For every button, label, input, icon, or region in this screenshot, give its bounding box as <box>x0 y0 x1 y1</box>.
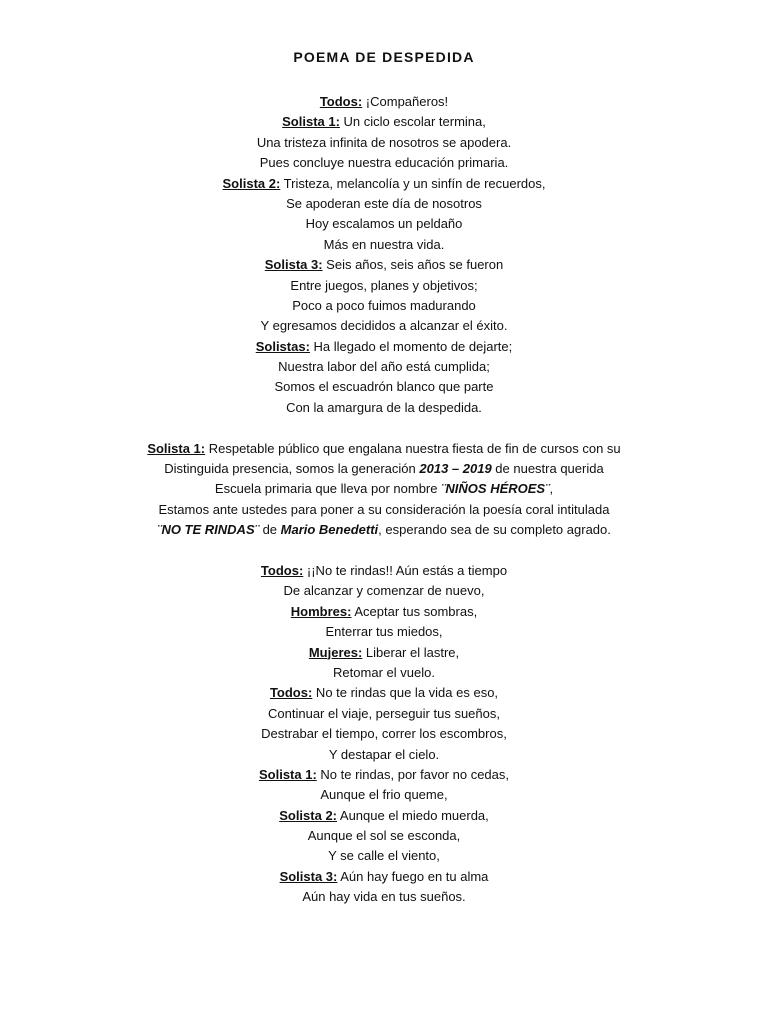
poem-body <box>0 92 768 908</box>
poem-line <box>0 174 768 194</box>
stanza-gap <box>0 541 768 561</box>
poem-line <box>0 561 768 581</box>
stanza-gap <box>0 418 768 438</box>
poem-line: Más en nuestra vida. <box>323 236 445 252</box>
line-text: ¡Compañeros! <box>362 94 449 109</box>
line-text: Aceptar tus sombras, <box>351 603 478 619</box>
poem-line: Aún hay vida en tus sueños. <box>302 889 466 905</box>
speaker-label: Solista 2: <box>279 807 337 823</box>
line-text: Un ciclo escolar termina, <box>339 114 486 130</box>
speaker-label: Solista 1: <box>282 114 340 130</box>
line-text: Aún hay fuego en tu alma <box>337 868 489 884</box>
poem-line <box>0 255 768 275</box>
poem-line: Enterrar tus miedos, <box>325 624 443 640</box>
poem-line <box>0 643 768 663</box>
speaker-label: Hombres: <box>290 603 352 619</box>
speaker-label: Solista 3: <box>279 868 338 884</box>
poem-line <box>0 867 768 887</box>
school-name: ¨NIÑOS HÉROES¨ <box>441 481 550 497</box>
line-text: Tristeza, melancolía y un sinfín de recuerdos, <box>280 175 546 191</box>
line-text: No te rindas que la vida es eso, <box>312 685 499 701</box>
line-text: Liberar el lastre, <box>362 644 460 660</box>
poem-line: Hoy escalamos un peldaño <box>305 216 463 232</box>
line-text: , esperando sea de su completo agrado. <box>378 522 611 538</box>
poem-line <box>0 112 768 132</box>
intro-line <box>0 459 768 479</box>
poem-line: Poco a poco fuimos madurando <box>292 297 476 313</box>
poem-line: Y se calle el viento, <box>328 848 440 864</box>
speaker-label: Solista 1: <box>147 440 206 456</box>
poem-line: Somos el escuadrón blanco que parte <box>274 379 494 395</box>
speaker-label: Solistas: <box>255 338 310 354</box>
speaker-label: Todos: <box>319 94 363 109</box>
intro-line: Estamos ante ustedes para poner a su consideración la poesía coral intitulada <box>158 501 610 517</box>
poem-line: Una tristeza infinita de nosotros se apodera. <box>256 134 512 150</box>
line-text: ¡¡No te rindas!! Aún estás a tiempo <box>303 562 508 578</box>
speaker-label: Solista 3: <box>264 257 323 273</box>
poem-line: Y egresamos decididos a alcanzar el éxito. <box>260 318 508 334</box>
line-text: , <box>549 481 554 497</box>
poem-line: Entre juegos, planes y objetivos; <box>290 277 478 293</box>
speaker-label: Todos: <box>260 562 304 578</box>
poem-line <box>0 92 768 112</box>
line-text: Ha llegado el momento de dejarte; <box>309 338 513 354</box>
intro-line <box>0 520 768 540</box>
poem-line <box>0 806 768 826</box>
poem-line: Con la amargura de la despedida. <box>286 399 482 415</box>
poem-line <box>0 683 768 703</box>
line-text: Aunque el miedo muerda, <box>337 807 489 823</box>
poem-line <box>0 602 768 622</box>
poem-line: Pues concluye nuestra educación primaria. <box>259 155 509 171</box>
poem-line <box>0 765 768 785</box>
poem-line: Aunque el frio queme, <box>320 787 448 803</box>
poem-line: Nuestra labor del año está cumplida; <box>278 359 490 375</box>
page-title: POEMA DE DESPEDIDA <box>293 49 475 65</box>
intro-line <box>0 439 768 459</box>
speaker-label: Todos: <box>269 685 313 701</box>
poem-line: De alcanzar y comenzar de nuevo, <box>283 583 485 599</box>
poem-title: ¨NO TE RINDAS¨ <box>157 522 259 538</box>
speaker-label: Solista 2: <box>222 175 281 191</box>
poem-line: Continuar el viaje, perseguir tus sueños, <box>268 705 500 721</box>
line-text: No te rindas, por favor no cedas, <box>316 766 509 782</box>
speaker-label: Mujeres: <box>308 644 363 660</box>
generation-years: 2013 – 2019 <box>419 461 492 477</box>
author-name: Mario Benedetti <box>280 522 379 538</box>
poem-line: Retomar el vuelo. <box>333 664 435 680</box>
line-text: Escuela primaria que lleva por nombre <box>214 481 442 497</box>
poem-line: Se apoderan este día de nosotros <box>286 195 482 211</box>
poem-line: Aunque el sol se esconda, <box>307 828 461 844</box>
line-text: Distinguida presencia, somos la generación <box>164 461 420 477</box>
line-text: Seis años, seis años se fueron <box>322 257 504 273</box>
poem-line: Destrabar el tiempo, correr los escombros, <box>261 726 507 742</box>
line-text: de nuestra querida <box>491 461 604 477</box>
poem-line: Y destapar el cielo. <box>328 746 440 762</box>
intro-line <box>0 479 768 499</box>
line-text: Respetable público que engalana nuestra fiesta de fin de cursos con su <box>205 440 621 456</box>
poem-line <box>0 337 768 357</box>
speaker-label: Solista 1: <box>258 766 317 782</box>
line-text: de <box>258 522 281 538</box>
